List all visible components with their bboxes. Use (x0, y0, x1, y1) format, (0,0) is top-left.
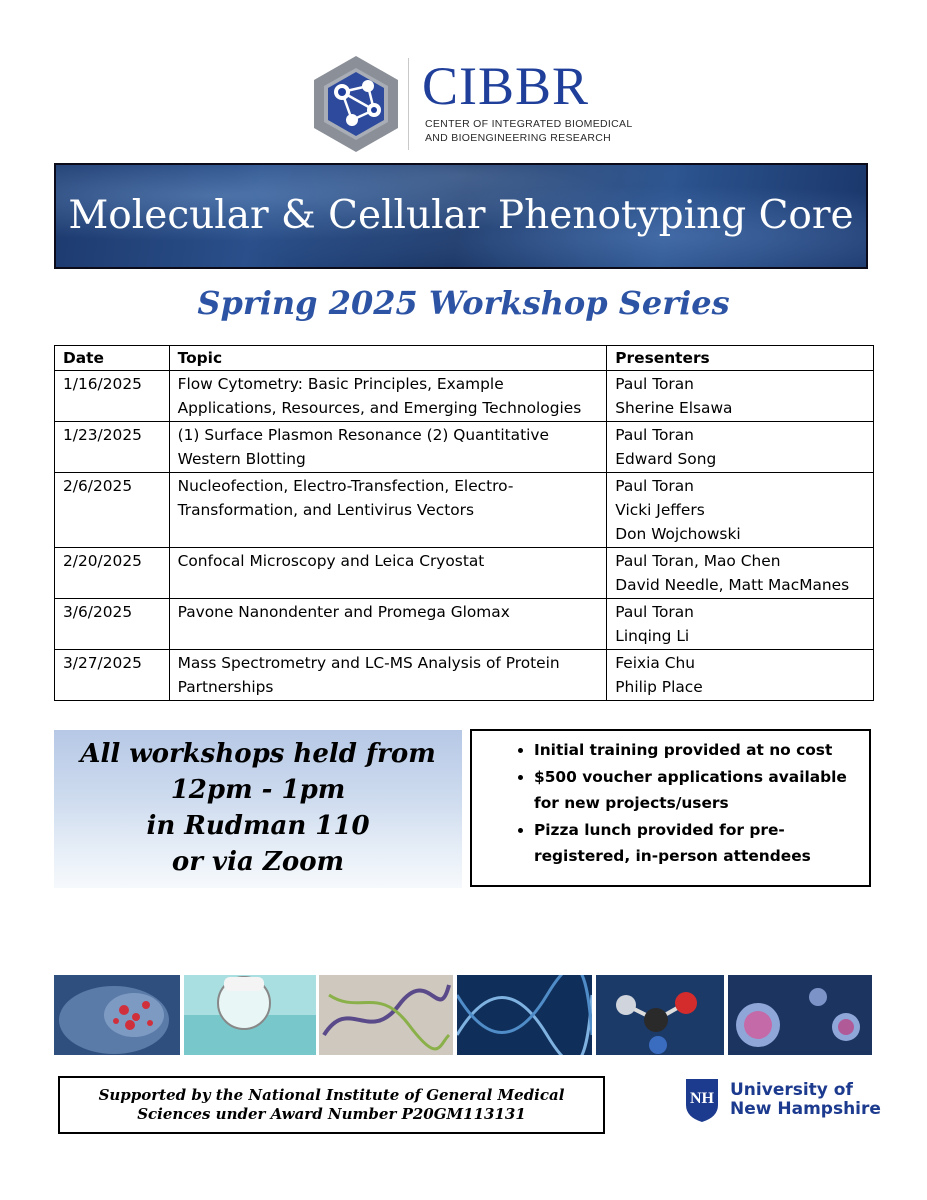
presenter-name: Paul Toran (615, 375, 694, 393)
topic-line: Confocal Microscopy and Leica Cryostat (177, 552, 485, 570)
row-topic (169, 548, 607, 599)
row-date: 1/23/2025 (55, 422, 170, 473)
row-date: 2/20/2025 (55, 548, 170, 599)
topic-line: (1) Surface Plasmon Resonance (2) Quantitative (177, 426, 549, 444)
row-date: 3/6/2025 (55, 599, 170, 650)
unh-name-line2: New Hampshire (730, 1099, 881, 1119)
presenter-name: Paul Toran (615, 426, 694, 444)
support-line: Sciences under Award Number P20GM113131 (137, 1105, 526, 1123)
workshop-hours-box (54, 730, 462, 888)
row-topic (169, 371, 607, 422)
table-row (55, 473, 874, 548)
presenter-name: Paul Toran, Mao Chen (615, 552, 781, 570)
header-topic: Topic (169, 346, 607, 371)
row-presenters (607, 371, 874, 422)
presenter-name: Linqing Li (615, 627, 690, 645)
presenter-name: Paul Toran (615, 603, 694, 621)
presenter-name: Feixia Chu (615, 654, 695, 672)
table-row (55, 599, 874, 650)
hours-line: All workshops held from (80, 739, 436, 769)
topic-line: Mass Spectrometry and LC-MS Analysis of Protein (177, 654, 560, 672)
row-presenters (607, 548, 874, 599)
table-row (55, 422, 874, 473)
presenter-name: Edward Song (615, 450, 717, 468)
workshop-series-title: Spring 2025 Workshop Series (197, 284, 730, 322)
logo-subtitle-line1: CENTER OF INTEGRATED BIOMEDICAL (425, 118, 633, 130)
row-date: 3/27/2025 (55, 650, 170, 701)
hours-line: 12pm - 1pm (170, 775, 346, 805)
petri-dish-icon (184, 975, 316, 1055)
presenter-name: Vicki Jeffers (615, 501, 705, 519)
table-row (55, 548, 874, 599)
benefit-item: • $500 voucher applications available for new projects/users (534, 764, 869, 817)
row-date: 1/16/2025 (55, 371, 170, 422)
topic-line: Flow Cytometry: Basic Principles, Example (177, 375, 504, 393)
row-presenters (607, 422, 874, 473)
title-banner (54, 163, 868, 269)
dna-helix-icon (457, 975, 592, 1055)
funding-support-box (58, 1076, 605, 1134)
topic-line: Western Blotting (177, 450, 306, 468)
cibbr-logo (308, 52, 633, 156)
table-row (55, 650, 874, 701)
banner-title: Molecular & Cellular Phenotyping Core (68, 193, 854, 238)
hexagon-network-icon (308, 52, 404, 156)
row-topic (169, 650, 607, 701)
workshop-hours-text (54, 736, 462, 880)
presenter-name: Don Wojchowski (615, 525, 741, 543)
benefit-item: • Initial training provided at no cost (534, 737, 869, 764)
topic-line: Transformation, and Lentivirus Vectors (177, 501, 474, 519)
unh-shield-icon (684, 1077, 720, 1123)
funding-support-text (60, 1086, 603, 1124)
schedule-table (54, 345, 874, 701)
row-topic (169, 422, 607, 473)
benefit-item: • Pizza lunch provided for pre-registered, in-person attendees (534, 817, 869, 870)
molecular-structure-icon (319, 975, 453, 1055)
row-topic (169, 473, 607, 548)
row-presenters (607, 473, 874, 548)
presenter-name: Sherine Elsawa (615, 399, 733, 417)
hours-line: or via Zoom (171, 847, 345, 877)
logo-name: CIBBR (422, 56, 590, 116)
presenter-name: David Needle, Matt MacManes (615, 576, 850, 594)
unh-name-line1: University of (730, 1080, 853, 1100)
presenter-name: Philip Place (615, 678, 703, 696)
row-presenters (607, 650, 874, 701)
hours-line: in Rudman 110 (146, 811, 370, 841)
row-presenters (607, 599, 874, 650)
row-topic (169, 599, 607, 650)
virus-particles-icon (728, 975, 872, 1055)
logo-divider (408, 58, 409, 150)
benefits-box (470, 729, 871, 887)
header-date: Date (55, 346, 170, 371)
table-header-row (55, 346, 874, 371)
benefits-list (472, 737, 869, 870)
topic-line: Pavone Nanondenter and Promega Glomax (177, 603, 510, 621)
unh-logo (684, 1077, 884, 1127)
logo-subtitle-line2: AND BIOENGINEERING RESEARCH (425, 132, 612, 144)
header-presenters: Presenters (607, 346, 874, 371)
cell-microscopy-icon (54, 975, 180, 1055)
presenter-name: Paul Toran (615, 477, 694, 495)
row-date: 2/6/2025 (55, 473, 170, 548)
svg-text:NH: NH (690, 1090, 714, 1107)
topic-line: Nucleofection, Electro-Transfection, Electro- (177, 477, 514, 495)
image-strip (54, 975, 872, 1055)
support-line: Supported by the National Institute of General Medical (98, 1086, 565, 1104)
topic-line: Partnerships (177, 678, 274, 696)
molecule-model-icon (596, 975, 724, 1055)
table-row (55, 371, 874, 422)
topic-line: Applications, Resources, and Emerging Technologies (177, 399, 582, 417)
